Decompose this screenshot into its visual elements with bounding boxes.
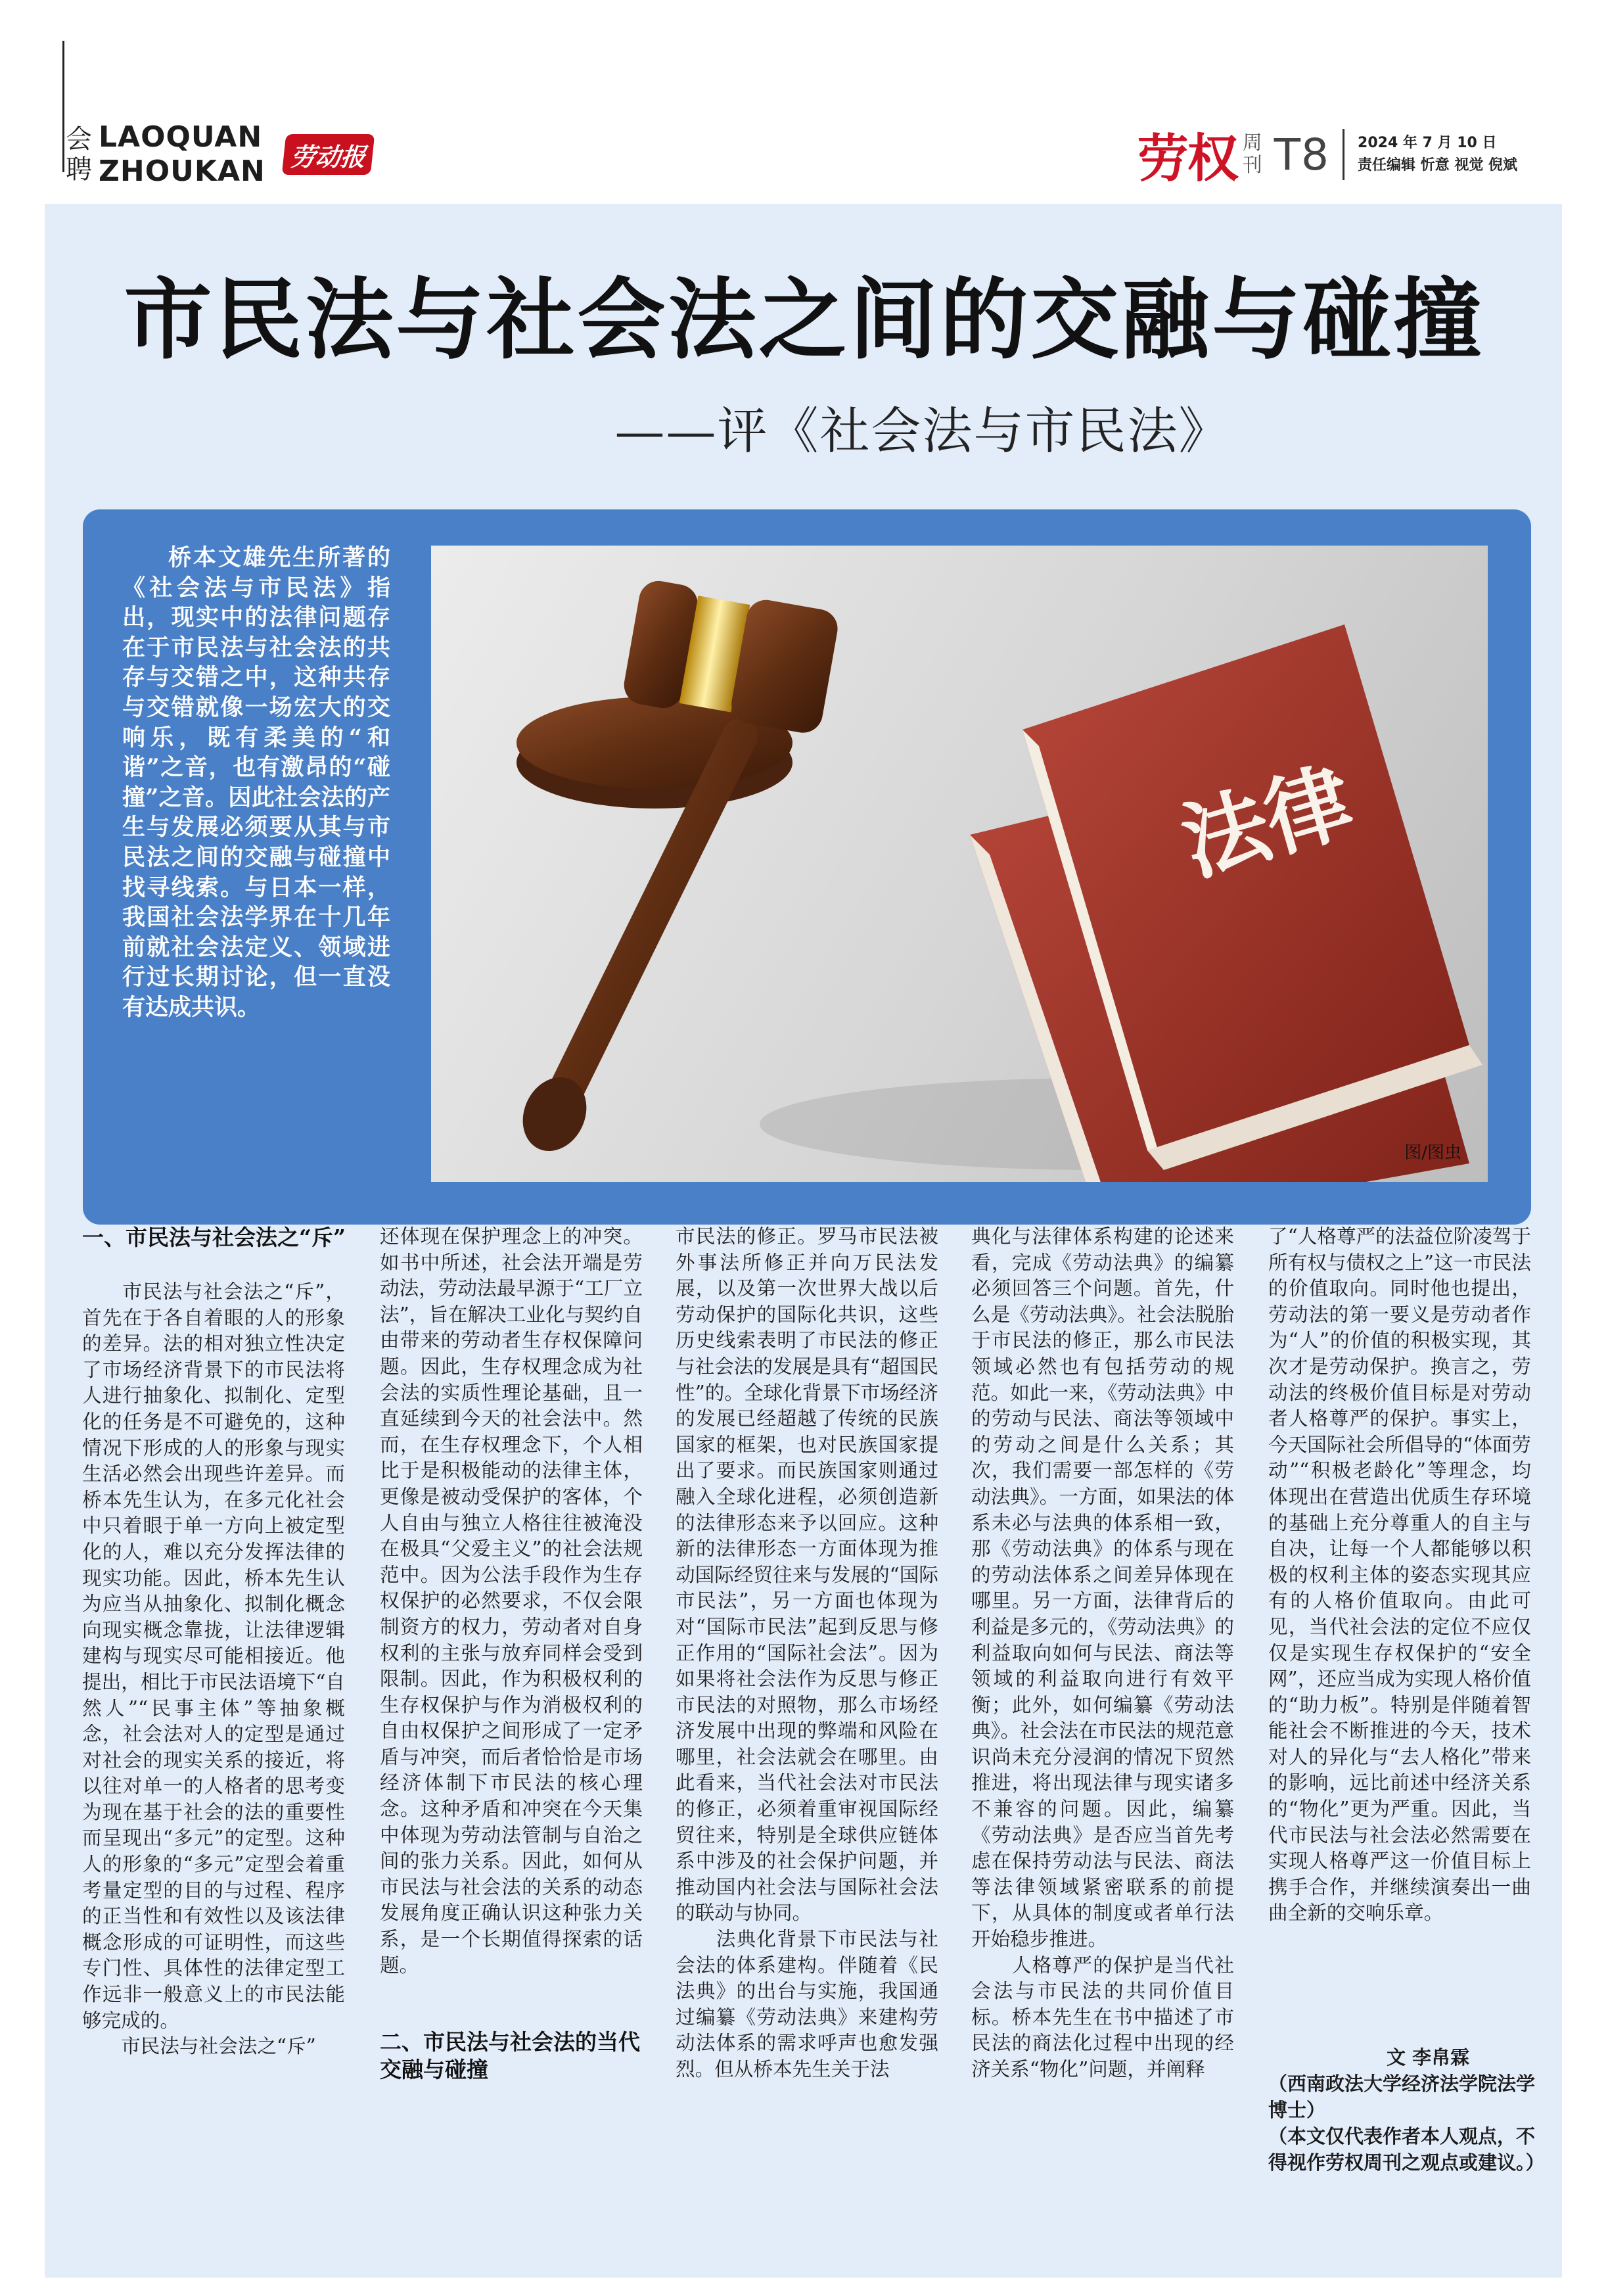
header-divider (1343, 129, 1344, 180)
hui-pin-mark (66, 124, 92, 185)
photo-credit: 图/图虫 (1404, 1143, 1461, 1163)
brand-english (99, 120, 265, 189)
intro-text: 桥本文雄先生所著的《社会法与市民法》指出，现实中的法律问题存在于市民法与社会法的共存与交错之中，这种共存与交错就像一场宏大的交响乐，既有柔美的“和谐”之音，也有激昂的“碰撞”之音。因此社会法的产生与发展必须要从其与市民法之间的交融与碰撞中找寻线索。与日本一样，我国社会法学界在十几年前就社会法定义、领域进行过长期讨论，但一直没有达成共识。 (122, 544, 390, 1021)
body-column-4: 典化与法律体系构建的论述来看，完成《劳动法典》的编纂必须回答三个问题。首先，什么是《劳动法典》。社会法脱胎于市民法的修正，那么市民法领域必然也有包括劳动的规范。如此一来，《劳动法典》中的劳动与民法、商法等领域中的劳动之间是什么关系；其次，我们需要一部怎样的《劳动法典》。一方面，如果法的体系未必与法典的体系相一致，那《劳动法典》的体系与现在的劳动法体系之间差异体现在哪里。另一方面，法律背后的利益是多元的，《劳动法典》的利益取向如何与民法、商法等领域的利益取向进行有效平衡；此外，如何编纂《劳动法典》。社会法在市民法的规范意识尚未充分浸润的情况下贸然推进，将出现法律与现实诸多不兼容的问题。因此，编纂《劳动法典》是否应当首先考虑在保持劳动法与民法、商法等法律领域紧密联系的前提下，从具体的制度或者单行法开始稳步推进。 人格尊严的保护是当代社会法与市民法的共同价值目标。桥本先生在书中描述了市民法的商法化过程中出现的经济关系“物化”问题，并阐释 (971, 1225, 1234, 2080)
section-name: 劳权 (1137, 129, 1237, 189)
zhoukan-mark (1243, 132, 1262, 177)
laodongbao-logo: 劳动报 (282, 134, 375, 175)
hui-char: 会 (66, 124, 92, 154)
author-affiliation: （西南政法大学经济法学院法学博士） (1268, 2073, 1536, 2121)
article-subtitle: ——评《社会法与市民法》 (614, 402, 1230, 460)
body-column-2: 还体现在保护理念上的冲突。如书中所述，社会法开端是劳动法，劳动法最早源于“工厂立法”，旨在解决工业化与契约自由带来的劳动者生存权保障问题。因此，生存权理念成为社会法的实质性理论基础，且一直延续到今天的社会法中。然而，在生存权理念下，个人相比于是积极能动的法律主体，更像是被动受保护的客体，个人自由与独立人格往往被淹没在极具“父爱主义”的社会法规范中。因为公法手段作为生存权保护的必然要求，不仅会限制资方的权力，劳动者对自身权利的主张与放弃同样会受到限制。因此，作为积极权利的生存权保护与作为消极权利的自由权保护之间形成了一定矛盾与冲突，而后者恰恰是市场经济体制下市民法的核心理念。这种矛盾和冲突在今天集中体现为劳动法管制与自治之间的张力关系。因此，如何从市民法与社会法的关系的动态发展角度正确认识这种张力关系，是一个长期值得探索的话题。 (380, 1225, 643, 1977)
book-label: 法律 (1171, 751, 1364, 894)
issue-date: 2024 年 7 月 10 日 (1358, 135, 1497, 151)
gavel-books-illustration (431, 546, 1488, 1182)
body-column-3: 市民法的修正。罗马市民法被外事法所修正并向万民法发展，以及第一次世界大战以后劳动保护的国际化共识，这些历史线索表明了市民法的修正与社会法的发展是具有“超国民性”的。全球化背景下市场经济的发展已经超越了传统的民族国家的框架，也对民族国家提出了要求。而民族国家则通过融入全球化进程，必须创造新的法律形态来予以回应。这种新的法律形态一方面体现为推动国际经贸往来与发展的“国际市民法”，另一方面也体现为对“国际市民法”起到反思与修正作用的“国际社会法”。因为如果将社会法作为反思与修正市民法的对照物，那么市场经济发展中出现的弊端和风险在哪里，社会法就会在哪里。由此看来，当代社会法对市民法的修正，必须着重审视国际经贸往来，特别是全球供应链体系中涉及的社会保护问题，并推动国内社会法与国际社会法的联动与协同。 法典化背景下市民法与社会法的体系建构。伴随着《民法典》的出台与实施，我国通过编纂《劳动法典》来建构劳动法体系的需求呼声也愈发强烈。但从桥本先生关于法 (676, 1225, 938, 2080)
page-header-info (1137, 125, 1517, 189)
section2-heading: 二、市民法与社会法的当代交融与碰撞 (380, 2029, 640, 2082)
editor-credits: 责任编辑 忻意 视觉 倪斌 (1358, 157, 1517, 174)
author-byline: 文 李帛霖 (1387, 2046, 1470, 2069)
pin-char: 聘 (66, 154, 92, 185)
gavel-books-photo (431, 546, 1488, 1182)
zhou-char: 周 (1242, 131, 1262, 154)
section1-heading: 一、市民法与社会法之“斥” (82, 1225, 346, 1250)
date-block (1358, 132, 1517, 177)
masthead-rule (62, 41, 64, 172)
body-column-5: 了“人格尊严的法益位阶凌驾于所有权与债权之上”这一市民法的价值取向。同时他也提出，劳动法的第一要义是劳动者作为“人”的价值的积极实现，其次才是劳动保护。换言之，劳动法的终极价值目标是对劳动者人格尊严的保护。事实上，今天国际社会所倡导的“体面劳动”“积极老龄化”等理念，均体现出在营造出优质生存环境的基础上充分尊重人的自主与自决，让每一个人都能够以积极的权利主体的姿态实现其应有的人格价值取向。由此可见，当代社会法的定位不应仅仅是实现生存权保护的“安全网”，还应当成为实现人格价值的“助力板”。特别是伴随着智能社会不断推进的今天，技术对人的异化与“去人格化”带来的影响，远比前述中经济关系的“物化”更为严重。因此，当代市民法与社会法必然需要在实现人格尊严这一价值目标上携手合作，并继续演奏出一曲曲全新的交响乐章。 (1268, 1225, 1531, 1925)
article-title: 市民法与社会法之间的交融与碰撞 (124, 268, 1484, 371)
brand-en-line1: LAOQUAN (99, 120, 263, 154)
brand-en-line2: ZHOUKAN (99, 154, 265, 188)
masthead-brand (66, 118, 373, 191)
page-number: T8 (1274, 129, 1330, 180)
disclaimer: （本文仅代表作者本人观点，不得视作劳权周刊之观点或建议。） (1268, 2125, 1545, 2174)
body-column-1: 市民法与社会法之“斥”，首先在于各自着眼的人的形象的差异。法的相对独立性决定了市场经济背景下的市民法将人进行抽象化、拟制化、定型化的任务是不可避免的，这种情况下形成的人的形象与现实生活必然会出现些许差异。而桥本先生认为，在多元化社会中只着眼于单一方向上被定型化的人，难以充分发挥法律的现实功能。因此，桥本先生认为应当从抽象化、拟制化概念向现实概念靠拢，让法律逻辑建构与现实尽可能相接近。他提出，相比于市民法语境下“自然人”“民事主体”等抽象概念，社会法对人的定型是通过对社会的现实关系的接近，将以往对单一的人格者的思考变为现在基于社会的法的重要性而呈现出“多元”的定型。这种人的形象的“多元”定型会着重考量定型的目的与过程、程序的正当性和有效性以及该法律概念形成的可证明性，而这些专门性、具体性的法律定型工作远非一般意义上的市民法能够完成的。 市民法与社会法之“斥” (82, 1280, 345, 2058)
kan-char: 刊 (1242, 154, 1262, 177)
